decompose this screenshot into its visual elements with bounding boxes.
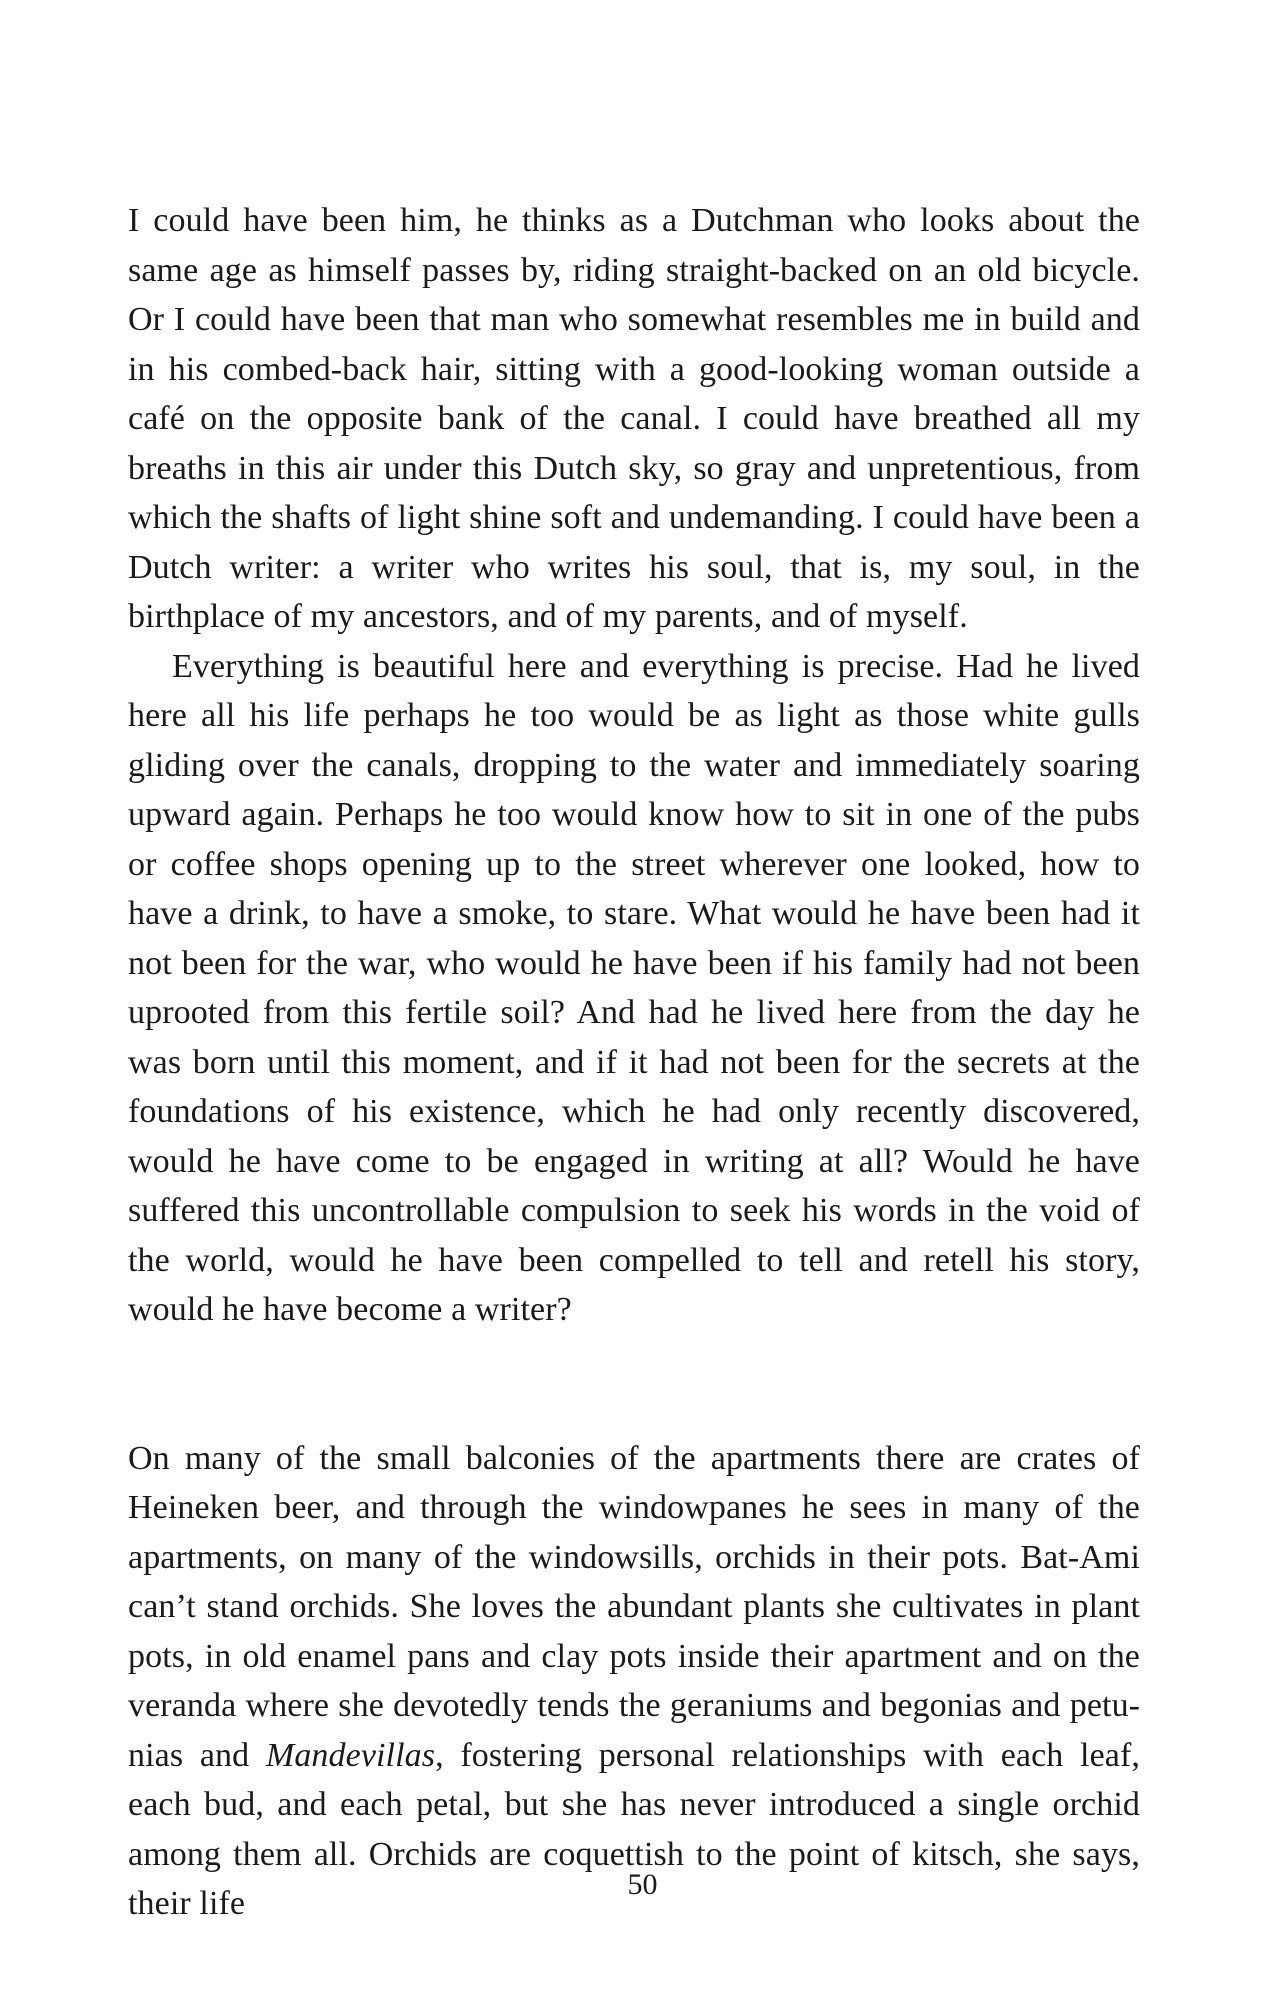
page-number: 50 bbox=[627, 1868, 658, 1901]
paragraph-3-text-end: , fostering personal relationships with each leaf, each bud, and each petal, but she has never introduced a single orchid among them all. Orchids are coquettish to the point of kitsch, she says, their life bbox=[128, 1736, 1140, 1922]
paragraph-3-text-start: On many of the small balconies of the apartments there are crates of Heineken beer, and through the windowpanes he sees in many of the apartments, on many of the windowsills, orchids in their pots. Bat-Ami can’t stand orchids. She loves the abundant plants she cultivates in plant pots, in old enamel pans and clay pots inside their apartment and on the veranda where she devotedly tends the geraniums and begonias and petunias and bbox=[128, 1439, 1140, 1774]
page-text-block bbox=[128, 196, 1140, 1929]
paragraph-3 bbox=[128, 1434, 1140, 1929]
paragraph-3-italic-term: Mandevillas bbox=[265, 1736, 436, 1774]
section-break bbox=[128, 1335, 1140, 1434]
paragraph-2: Everything is beautiful here and everything is precise. Had he lived here all his life perhaps he too would be as light as those white gulls gliding over the canals, dropping to the water and immediately soaring upward again. Perhaps he too would know how to sit in one of the pubs or coffee shops opening up to the street wherever one looked, how to have a drink, to have a smoke, to stare. What would he have been had it not been for the war, who would he have been if his family had not been uprooted from this fertile soil? And had he lived here from the day he was born until this moment, and if it had not been for the secrets at the foundations of his existence, which he had only recently discovered, would he have come to be engaged in writing at all? Would he have suffered this uncontrollable compulsion to seek his words in the void of the world, would he have been compelled to tell and retell his story, would he have become a writer? bbox=[128, 647, 1140, 1328]
paragraph-1: I could have been him, he thinks as a Dutchman who looks about the same age as himself passes by, riding straight-backed on an old bicycle. Or I could have been that man who somewhat resembles me in build and in his combed-back hair, sitting with a good-looking woman outside a café on the opposite bank of the canal. I could have breathed all my breaths in this air under this Dutch sky, so gray and unpretentious, from which the shafts of light shine soft and undemanding. I could have been a Dutch writer: a writer who writes his soul, that is, my soul, in the birthplace of my ancestors, and of my parents, and of myself. bbox=[128, 202, 1140, 635]
